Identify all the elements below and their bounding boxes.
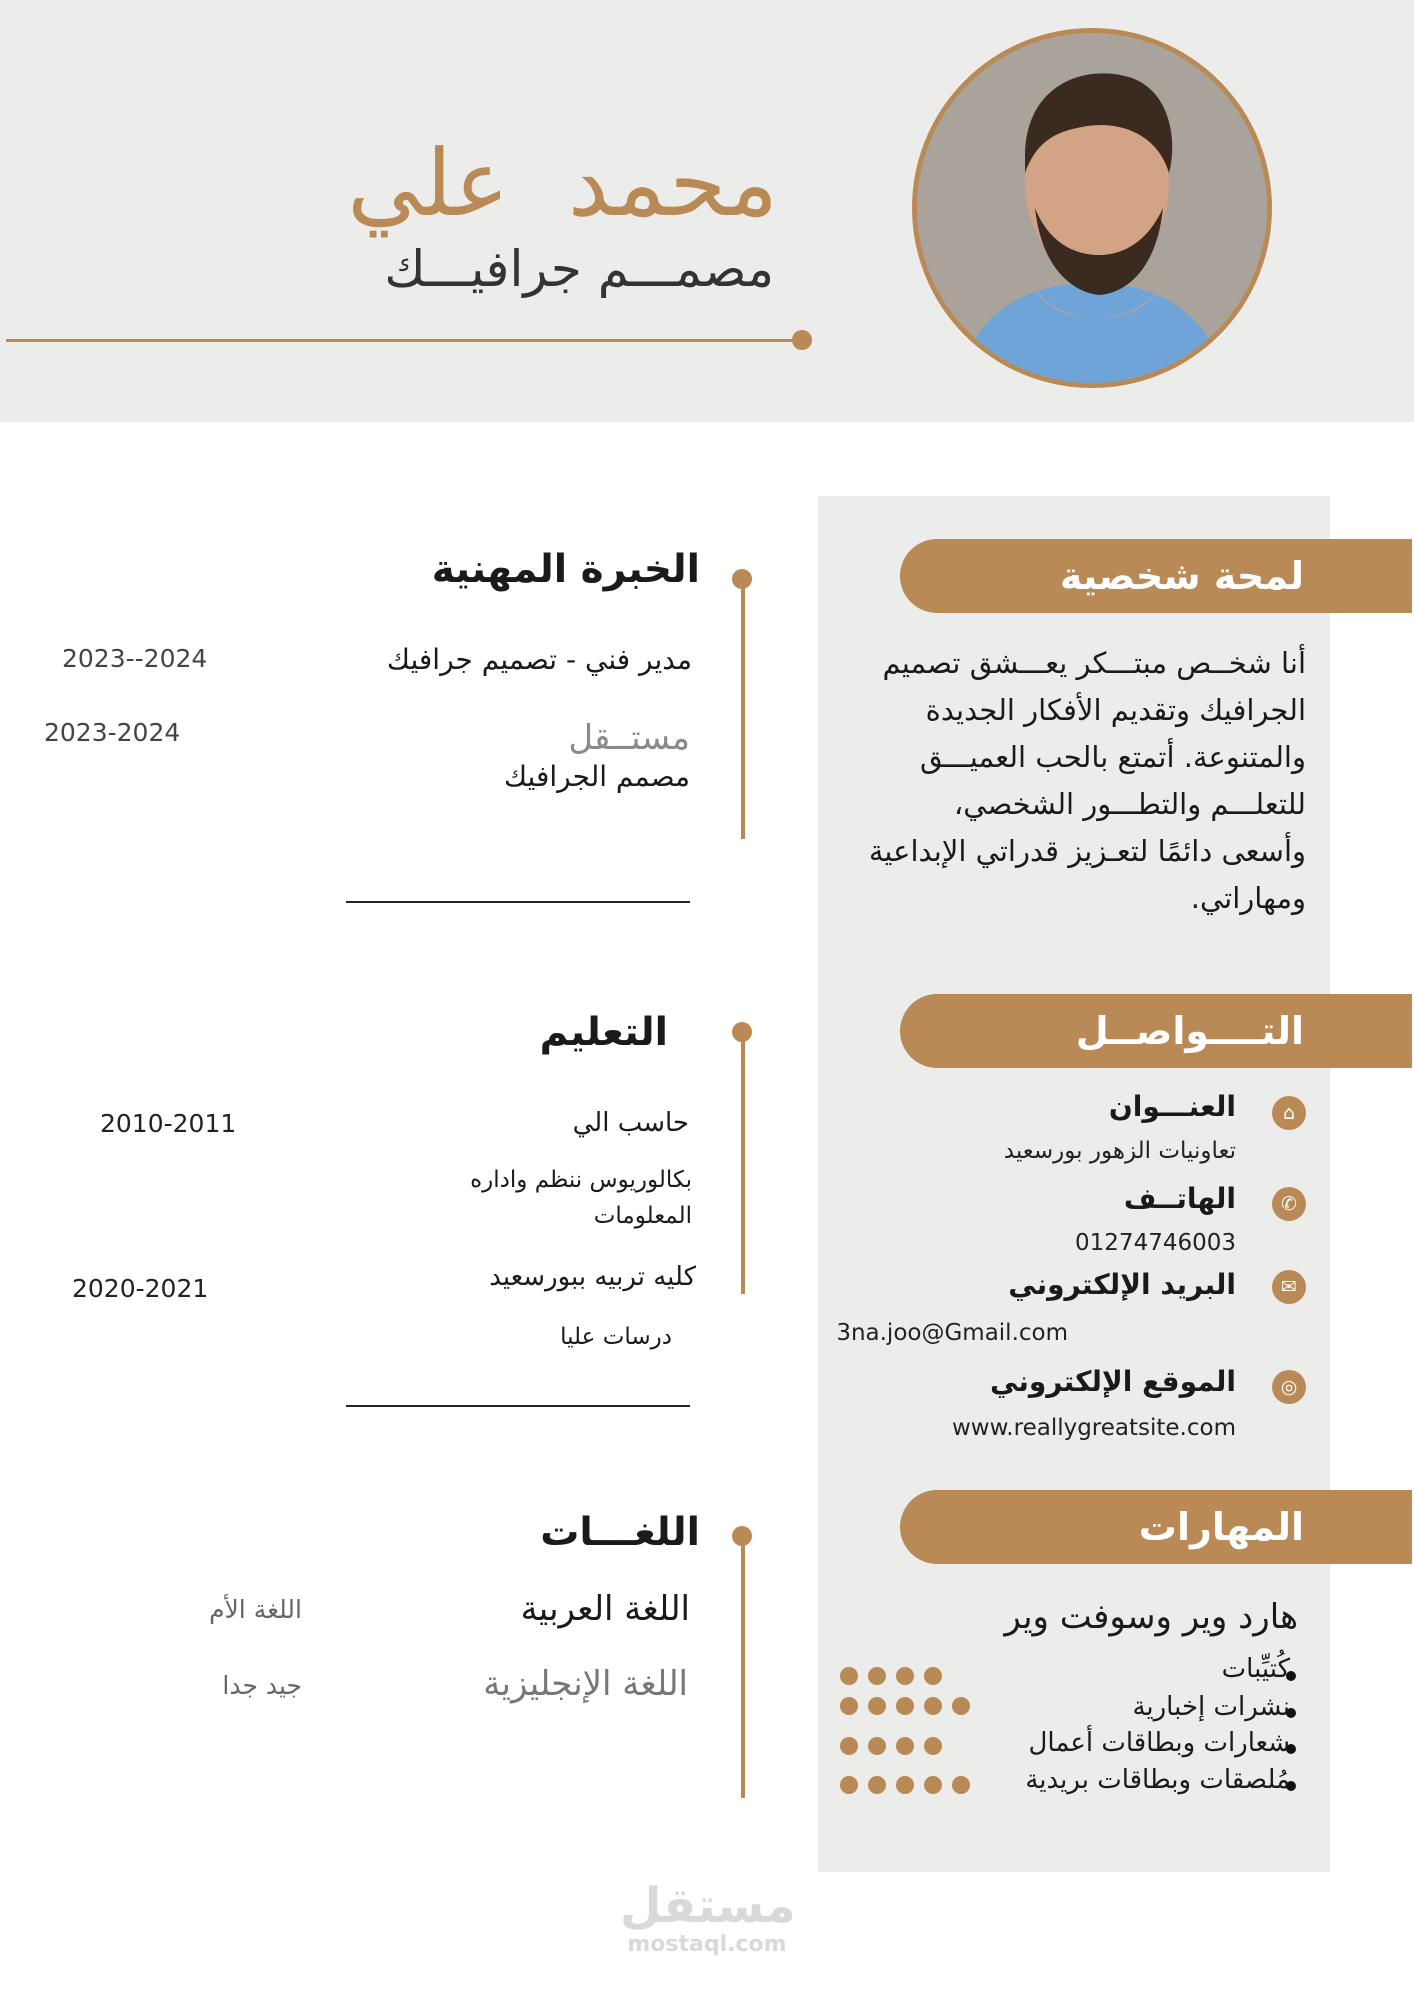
skill-item: كُتيِّبات xyxy=(1221,1654,1290,1684)
section-divider xyxy=(346,1405,690,1407)
skill-dot xyxy=(952,1776,970,1794)
last-name: علي xyxy=(347,130,510,237)
job-title: مصمـــم جرافيـــك xyxy=(384,240,774,298)
skills-subheading: هارد وير وسوفت وير xyxy=(1004,1597,1298,1637)
header-divider-line xyxy=(6,339,802,342)
experience-role: مصمم الجرافيك xyxy=(503,760,690,793)
website-label: الموقع الإلكتروني xyxy=(990,1365,1236,1398)
skills-heading-bar: المهارات xyxy=(900,1490,1412,1564)
skill-dot xyxy=(896,1697,914,1715)
home-icon: ⌂ xyxy=(1272,1096,1306,1130)
skill-dot xyxy=(924,1667,942,1685)
skill-dot xyxy=(924,1737,942,1755)
experience-date: 2023--2024 xyxy=(62,644,208,673)
website-value[interactable]: www.reallygreatsite.com xyxy=(951,1415,1236,1441)
timeline-line xyxy=(741,579,745,839)
skill-dot xyxy=(868,1697,886,1715)
watermark xyxy=(620,1880,794,1957)
language-name: اللغة الإنجليزية xyxy=(483,1664,688,1704)
profile-heading: لمحة شخصية xyxy=(900,539,1412,613)
address-label: العنـــوان xyxy=(1108,1090,1236,1123)
education-heading: التعليم xyxy=(539,1010,668,1055)
email-label: البريد الإلكتروني xyxy=(1008,1268,1236,1301)
skill-dot xyxy=(952,1697,970,1715)
skill-item: نشرات إخبارية xyxy=(1132,1692,1290,1722)
skill-dot xyxy=(924,1776,942,1794)
language-level: جيد جدا xyxy=(222,1671,302,1700)
header-divider-dot xyxy=(792,330,812,350)
skill-dot xyxy=(868,1737,886,1755)
skill-item: شعارات وبطاقات أعمال xyxy=(1028,1728,1290,1758)
skill-dot xyxy=(840,1697,858,1715)
skill-dot xyxy=(840,1667,858,1685)
experience-role-prefix: مستــقل xyxy=(568,718,690,758)
watermark-arabic: مستقل xyxy=(620,1878,796,1934)
skill-level xyxy=(840,1667,942,1685)
timeline-line xyxy=(741,1032,745,1294)
person-portrait-icon xyxy=(917,33,1267,383)
profile-bio: أنا شخــص مبتـــكر يعـــشق تصميم الجرافيك وتقديم الأفكار الجديدة والمتنوعة. أتمتع بالحب العميـــق للتعلـــم والتطـــور الشخصي، وأسعى دائمًا لتعـزيز قدراتي الإبداعية ومهاراتي. xyxy=(868,646,1306,915)
skill-level xyxy=(840,1697,970,1715)
phone-label: الهاتــف xyxy=(1123,1182,1236,1215)
experience-role: مدير فني - تصميم جرافيك xyxy=(386,643,692,676)
language-name: اللغة العربية xyxy=(520,1589,690,1629)
skill-item: مُلصقات وبطاقات بريدية xyxy=(1025,1765,1290,1795)
address-value: تعاونيات الزهور بورسعيد xyxy=(1003,1138,1236,1164)
language-level: اللغة الأم xyxy=(209,1595,302,1624)
mail-icon: ✉ xyxy=(1272,1270,1306,1304)
section-divider xyxy=(346,901,690,903)
skill-dot xyxy=(840,1737,858,1755)
education-date: 2010-2011 xyxy=(100,1109,237,1138)
globe-icon: ◎ xyxy=(1272,1370,1306,1404)
skill-level xyxy=(840,1776,970,1794)
education-detail: بكالوريوس ننظم واداره المعلومات xyxy=(470,1167,692,1229)
skill-dot xyxy=(868,1776,886,1794)
contact-heading: التــــواصــل xyxy=(900,994,1412,1068)
watermark-latin: mostaql.com xyxy=(627,1932,787,1957)
profile-photo xyxy=(912,28,1272,388)
full-name xyxy=(347,130,778,237)
timeline-line xyxy=(741,1536,745,1798)
email-value[interactable]: 3na.joo@Gmail.com xyxy=(836,1320,1068,1346)
skill-dot xyxy=(868,1667,886,1685)
skill-level xyxy=(840,1737,942,1755)
phone-value: 01274746003 xyxy=(1075,1230,1236,1256)
education-title: كليه تربيه ببورسعيد xyxy=(489,1262,696,1292)
education-detail: درسات عليا xyxy=(560,1324,672,1350)
experience-date: 2023-2024 xyxy=(44,718,181,747)
skill-dot xyxy=(896,1737,914,1755)
skill-dot xyxy=(896,1776,914,1794)
skill-dot xyxy=(840,1776,858,1794)
languages-heading: اللغـــات xyxy=(540,1510,700,1555)
experience-heading: الخبرة المهنية xyxy=(431,547,700,592)
education-date: 2020-2021 xyxy=(72,1274,209,1303)
skill-dot xyxy=(896,1667,914,1685)
first-name: محمد xyxy=(567,130,778,237)
phone-icon: ✆ xyxy=(1272,1187,1306,1221)
education-title: حاسب الي xyxy=(572,1108,689,1138)
skill-dot xyxy=(924,1697,942,1715)
